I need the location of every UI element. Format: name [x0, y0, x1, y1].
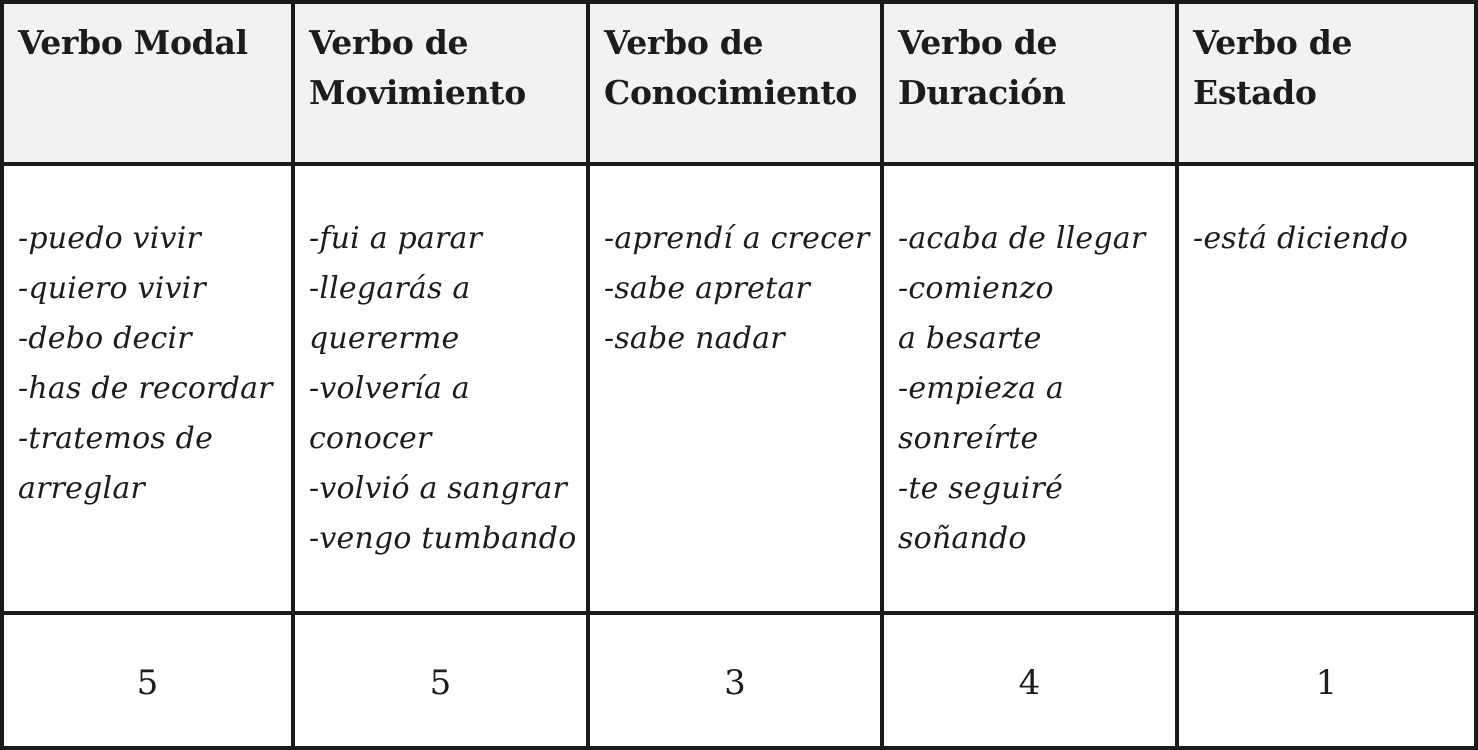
- example-list: [309, 214, 586, 564]
- example-item: -empieza a: [898, 371, 1065, 406]
- examples-cell-duracion: [884, 166, 1179, 615]
- count-value: 1: [1315, 662, 1338, 703]
- example-list: [18, 214, 291, 514]
- example-item: -te seguiré: [898, 471, 1064, 506]
- header-line: Verbo Modal: [18, 23, 248, 62]
- count-cell-conocimiento: [590, 615, 884, 750]
- example-item: -volvió a sangrar: [309, 471, 568, 506]
- example-item: -debo decir: [18, 321, 192, 356]
- header-cell-conocimiento: [590, 0, 884, 166]
- example-item: conocer: [309, 421, 432, 456]
- example-item: -comienzo: [898, 271, 1054, 306]
- header-line: Estado: [1193, 73, 1317, 112]
- header-line: Verbo de: [309, 23, 469, 62]
- example-list: [1193, 214, 1474, 264]
- examples-cell-estado: [1179, 166, 1478, 615]
- header-line: Conocimiento: [604, 73, 858, 112]
- example-item: -tratemos de: [18, 421, 214, 456]
- count-cell-modal: [0, 615, 295, 750]
- examples-cell-modal: [0, 166, 295, 615]
- example-item: -fui a parar: [309, 221, 483, 256]
- example-item: -aprendí a crecer: [604, 221, 870, 256]
- header-cell-estado: [1179, 0, 1478, 166]
- count-value: 4: [1018, 662, 1041, 703]
- example-item: -acaba de llegar: [898, 221, 1146, 256]
- header-line: Verbo de: [898, 23, 1058, 62]
- example-list: [898, 214, 1175, 564]
- count-cell-estado: [1179, 615, 1478, 750]
- header-cell-movimiento: [295, 0, 590, 166]
- header-line: Verbo de: [1193, 23, 1353, 62]
- example-item: soñando: [898, 521, 1027, 556]
- example-item: -sabe nadar: [604, 321, 785, 356]
- examples-cell-conocimiento: [590, 166, 884, 615]
- count-value: 3: [724, 662, 746, 703]
- example-item: -quiero vivir: [18, 271, 206, 306]
- count-value: 5: [429, 662, 452, 703]
- header-line: Verbo de: [604, 23, 764, 62]
- example-item: -vengo tumbando: [309, 521, 577, 556]
- example-item: -has de recordar: [18, 371, 273, 406]
- example-item: sonreírte: [898, 421, 1039, 456]
- example-item: -puedo vivir: [18, 221, 202, 256]
- examples-cell-movimiento: [295, 166, 590, 615]
- count-cell-duracion: [884, 615, 1179, 750]
- header-cell-modal: [0, 0, 295, 166]
- header-line: Movimiento: [309, 73, 526, 112]
- example-list: [604, 214, 880, 364]
- count-value: 5: [136, 662, 159, 703]
- header-line: Duración: [898, 73, 1066, 112]
- example-item: quererme: [309, 321, 460, 356]
- header-cell-duracion: [884, 0, 1179, 166]
- example-item: arreglar: [18, 471, 145, 506]
- example-item: -llegarás a: [309, 271, 471, 306]
- example-item: -está diciendo: [1193, 221, 1409, 256]
- example-item: -volvería a: [309, 371, 470, 406]
- count-cell-movimiento: [295, 615, 590, 750]
- example-item: -sabe apretar: [604, 271, 810, 306]
- example-item: a besarte: [898, 321, 1042, 356]
